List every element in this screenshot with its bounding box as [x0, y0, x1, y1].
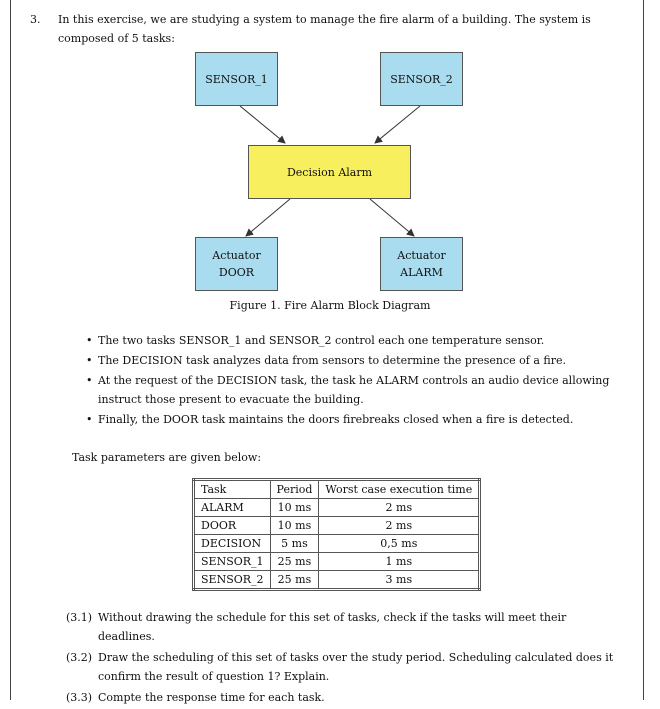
sensor2-label: SENSOR_2: [390, 72, 453, 86]
bullet-dot-icon: •: [86, 334, 93, 347]
sensor2-block: [380, 52, 463, 106]
table-row: [194, 535, 480, 553]
sub-question: [66, 648, 622, 686]
sub-question-text: Compte the response time for each task.: [98, 691, 325, 704]
bullet-text: Finally, the DOOR task maintains the doors firebreaks closed when a fire is detected.: [98, 413, 574, 426]
cell-wcet: 2 ms: [319, 517, 480, 535]
sub-question-number: (3.1): [66, 611, 93, 624]
bullet-list: [74, 331, 614, 430]
cell-task: ALARM: [194, 499, 271, 517]
sub-question-text: Without drawing the schedule for this set of tasks, check if the tasks will meet their deadlines.: [98, 611, 567, 643]
cell-period: 25 ms: [270, 571, 319, 590]
actuator-door-line2: DOOR: [218, 266, 255, 279]
bullet-item: [74, 410, 614, 429]
question-number: 3.: [30, 13, 41, 26]
arrow-sensor1-decision: [240, 106, 285, 143]
table-row: [194, 517, 480, 535]
cell-wcet: 1 ms: [319, 553, 480, 571]
sub-question-number: (3.2): [66, 651, 93, 664]
cell-period: 10 ms: [270, 499, 319, 517]
arrow-sensor2-decision: [375, 106, 420, 143]
bullet-dot-icon: •: [86, 354, 93, 367]
table-row: [194, 499, 480, 517]
bullet-text: At the request of the DECISION task, the task he ALARM controls an audio device allowing instruct those present to evacuate the building.: [98, 374, 610, 406]
params-intro: Task parameters are given below:: [72, 451, 262, 464]
sub-question: [66, 688, 622, 707]
cell-period: 5 ms: [270, 535, 319, 553]
sub-questions: [66, 608, 622, 709]
table-row: [194, 571, 480, 590]
bullet-dot-icon: •: [86, 413, 93, 426]
header-wcet: Worst case execution time: [319, 480, 480, 499]
sub-question-number: (3.3): [66, 691, 93, 704]
actuator-door-line1: Actuator: [212, 249, 261, 262]
table-header-row: [194, 480, 480, 499]
arrow-decision-door: [246, 199, 290, 236]
question-intro-text: In this exercise, we are studying a system to manage the fire alarm of a building. The system is composed of 5 tasks:: [58, 13, 591, 45]
bullet-item: [74, 351, 614, 370]
bullet-item: [74, 371, 614, 409]
bullet-text: The DECISION task analyzes data from sensors to determine the presence of a fire.: [98, 354, 566, 367]
cell-task: SENSOR_1: [194, 553, 271, 571]
header-period: Period: [270, 480, 319, 499]
sensor1-block: [195, 52, 278, 106]
cell-task: DECISION: [194, 535, 271, 553]
bullet-item: [74, 331, 614, 350]
cell-period: 10 ms: [270, 517, 319, 535]
actuator-alarm-line2: ALARM: [400, 266, 443, 279]
actuator-door-block: [195, 237, 278, 291]
cell-task: DOOR: [194, 517, 271, 535]
actuator-alarm-line1: Actuator: [397, 249, 446, 262]
cell-task: SENSOR_2: [194, 571, 271, 590]
cell-wcet: 2 ms: [319, 499, 480, 517]
figure-caption: Figure 1. Fire Alarm Block Diagram: [229, 299, 431, 312]
actuator-alarm-block: [380, 237, 463, 291]
cell-wcet: 0,5 ms: [319, 535, 480, 553]
cell-wcet: 3 ms: [319, 571, 480, 590]
sub-question: [66, 608, 622, 646]
cell-period: 25 ms: [270, 553, 319, 571]
header-task: Task: [194, 480, 271, 499]
decision-label: Decision Alarm: [286, 165, 373, 179]
table-row: [194, 553, 480, 571]
sensor1-label: SENSOR_1: [205, 72, 268, 86]
sub-question-text: Draw the scheduling of this set of tasks over the study period. Scheduling calculated does it confirm the result of question 1? Explain.: [98, 651, 614, 683]
bullet-dot-icon: •: [86, 374, 93, 387]
bullet-text: The two tasks SENSOR_1 and SENSOR_2 control each one temperature sensor.: [98, 334, 545, 347]
arrow-decision-alarm: [370, 199, 414, 236]
task-parameters-table: [192, 478, 481, 591]
decision-block: [248, 145, 411, 199]
